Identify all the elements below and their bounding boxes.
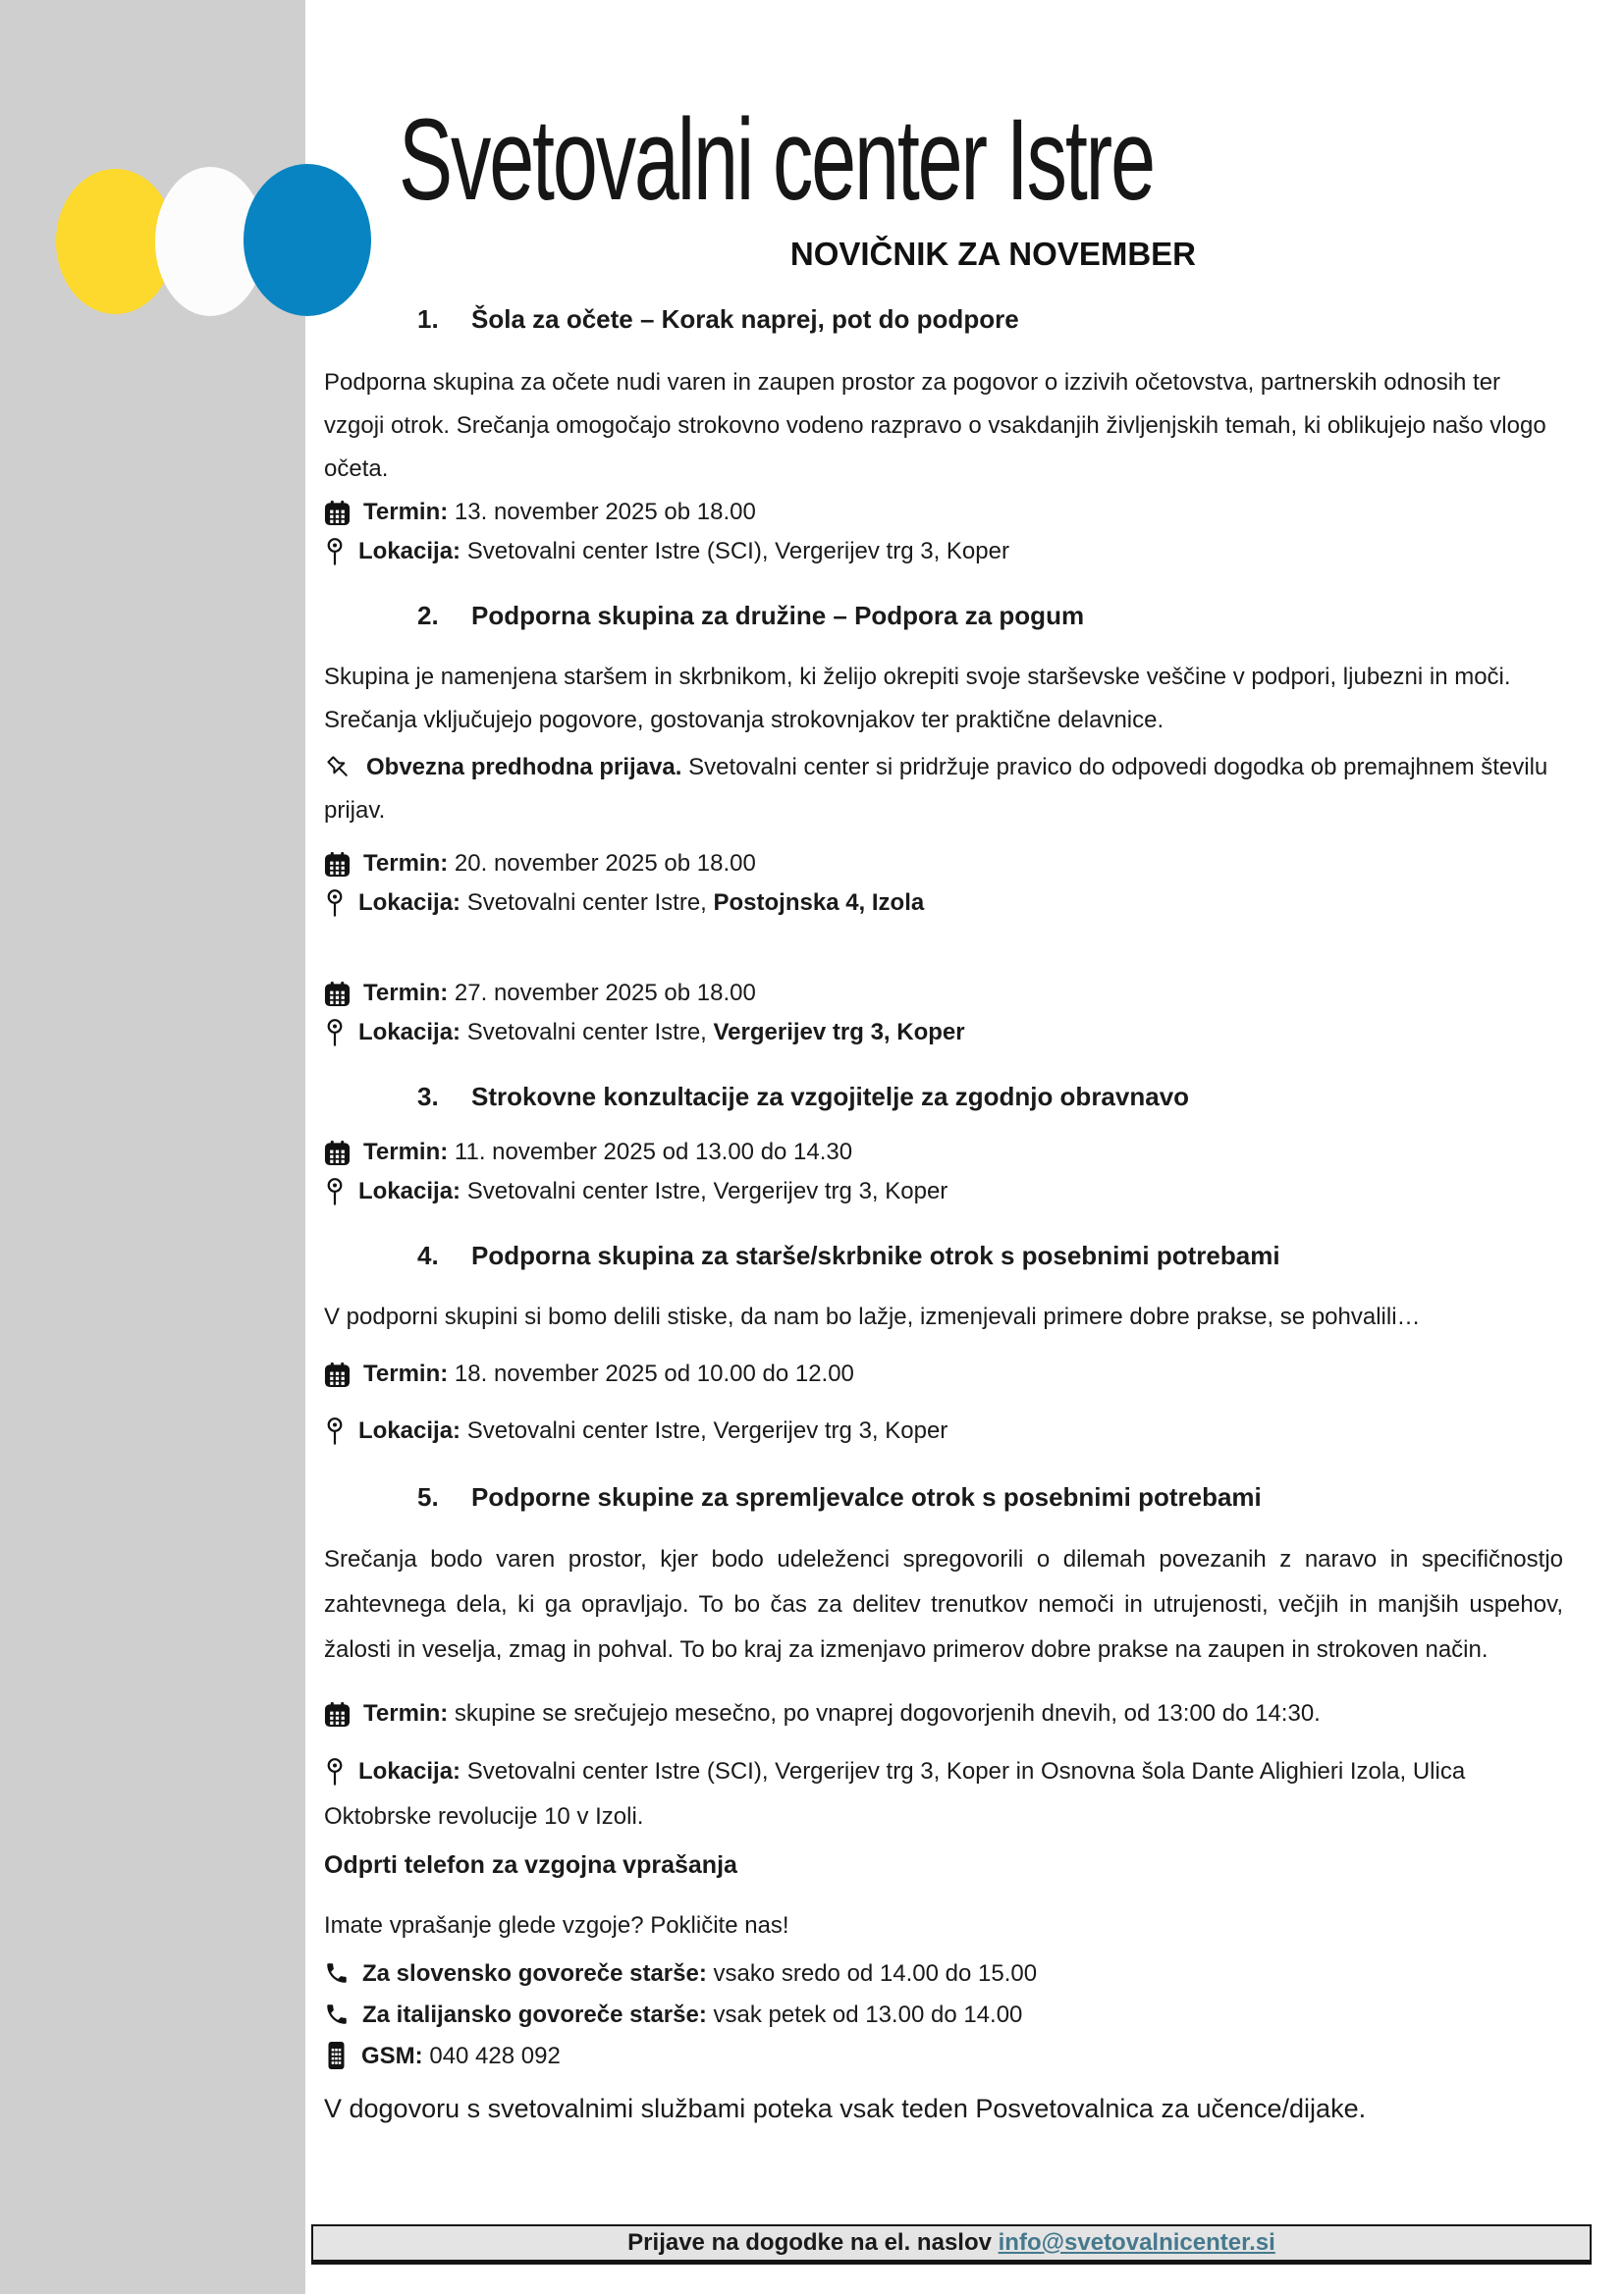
calendar-icon: [324, 1140, 351, 1166]
calendar-icon: [324, 851, 351, 878]
section-3-heading: [324, 1080, 1563, 1113]
lokacija-line: [324, 532, 1563, 571]
section-2-number: 2.: [417, 601, 439, 630]
registration-footer: [311, 2224, 1592, 2265]
phone-icon: [324, 2002, 350, 2027]
section-5-title: Podporne skupine za spremljevalce otrok s posebnimi potrebami: [471, 1482, 1262, 1512]
lokacija-value-plain: Svetovalni center Istre,: [466, 1019, 714, 1045]
termin-label: Termin:: [363, 1361, 449, 1387]
calendar-icon: [324, 981, 351, 1007]
mandatory-registration-note: [324, 746, 1563, 832]
lokacija-line: [324, 1013, 1563, 1052]
lokacija-label: Lokacija:: [358, 889, 461, 916]
section-2-heading: [324, 599, 1563, 632]
gsm-value: 040 428 092: [422, 2043, 561, 2069]
mobile-phone-icon: [327, 2041, 346, 2070]
lokacija-line: [324, 1412, 1563, 1451]
phone-icon: [324, 1960, 350, 1986]
termin-value: skupine se srečujejo mesečno, po vnaprej dogovorjenih dnevih, od 13:00 do 14:30.: [454, 1700, 1321, 1727]
location-pin-icon: [324, 1757, 346, 1787]
left-gray-band: [0, 0, 305, 2294]
termin-label: Termin:: [363, 980, 449, 1006]
termin-line: [324, 1355, 1563, 1394]
lokacija-label: Lokacija:: [358, 1019, 461, 1045]
termin-line: [324, 1133, 1563, 1172]
gsm-label: GSM:: [361, 2043, 423, 2069]
location-pin-icon: [324, 537, 346, 566]
page-title: Svetovalni center Istre: [399, 95, 1154, 225]
section-3-number: 3.: [417, 1082, 439, 1111]
termin-value: 11. november 2025 od 13.00 do 14.30: [454, 1139, 853, 1165]
footer-text: Prijave na dogodke na el. naslov: [627, 2229, 992, 2256]
phone-it-value: vsak petek od 13.00 do 14.00: [706, 2002, 1023, 2028]
calendar-icon: [324, 1362, 351, 1388]
termin-line: [324, 1694, 1563, 1734]
termin-label: Termin:: [363, 1700, 449, 1727]
section-2-body: Skupina je namenjena staršem in skrbnikom, ki želijo okrepiti svoje starševske veščine v podpori, ljubezni in moči. Srečanja vključujejo pogovore, gostovanja strokovnjakov ter praktične delavnice.: [324, 664, 1511, 733]
page-subtitle: NOVIČNIK ZA NOVEMBER: [789, 236, 1196, 272]
termin-line: [324, 844, 1563, 883]
email-link[interactable]: info@svetovalnicenter.si: [998, 2229, 1275, 2256]
termin-value: 18. november 2025 od 10.00 do 12.00: [454, 1361, 854, 1387]
section-5-body: Srečanja bodo varen prostor, kjer bodo udeleženci spregovorili o dilemah povezanih z naravo in specifičnostjo zahtevnega dela, ki ga opravljajo. To bo čas za delitev trenutkov nemoči in utrujenosti, večjih in manjših uspehov, žalosti in veselja, zmag in pohval. To bo kraj za izmenjavo primerov dobre prakse na zaupen in strokoven način.: [324, 1546, 1563, 1663]
lokacija-value-bold: Vergerijev trg 3, Koper: [713, 1019, 965, 1045]
phone-sl-value: vsako sredo od 14.00 do 15.00: [706, 1960, 1038, 1987]
lokacija-value: Svetovalni center Istre, Vergerijev trg 3, Koper: [466, 1417, 948, 1444]
header: [399, 95, 1196, 273]
note-rest: Svetovalni center si pridržuje pravico do odpovedi dogodka ob premajhnem številu prijav.: [324, 754, 1548, 824]
phone-sl-label: Za slovensko govoreče starše:: [362, 1960, 707, 1987]
section-1-number: 1.: [417, 304, 439, 334]
lokacija-line: [324, 883, 1563, 923]
lokacija-label: Lokacija:: [358, 1417, 461, 1444]
termin-value: 27. november 2025 ob 18.00: [454, 980, 756, 1006]
content-column: [324, 0, 1563, 2127]
phone-it-label: Za italijansko govoreče starše:: [362, 2002, 707, 2028]
pushpin-icon: [324, 753, 353, 782]
lokacija-line: [324, 1172, 1563, 1211]
section-4-title: Podporna skupina za starše/skrbnike otrok s posebnimi potrebami: [471, 1241, 1280, 1270]
location-pin-icon: [324, 1018, 346, 1047]
termin-label: Termin:: [363, 850, 449, 877]
section-1-body: Podporna skupina za očete nudi varen in zaupen prostor za pogovor o izzivih očetovstva, partnerskih odnosih ter vzgoji otrok. Srečanja omogočajo strokovno vodeno razpravo o vsakdanjih življenjskih temah, ki oblikujejo našo vlogo očeta.: [324, 369, 1546, 482]
calendar-icon: [324, 500, 351, 526]
lokacija-value-bold: Postojnska 4, Izola: [713, 889, 925, 916]
section-3-title: Strokovne konzultacije za vzgojitelje za zgodnjo obravnavo: [471, 1082, 1190, 1111]
section-2-title: Podporna skupina za družine – Podpora za pogum: [471, 601, 1085, 630]
open-phone-heading: Odprti telefon za vzgojna vprašanja: [324, 1851, 737, 1879]
termin-line: [324, 974, 1563, 1013]
lokacija-value: Svetovalni center Istre, Vergerijev trg 3, Koper: [466, 1178, 948, 1204]
open-phone-question: Imate vprašanje glede vzgoje? Pokličite nas!: [324, 1912, 789, 1939]
termin-value: 20. november 2025 ob 18.00: [454, 850, 756, 877]
lokacija-value: Svetovalni center Istre (SCI), Vergerijev trg 3, Koper: [466, 538, 1009, 564]
section-1-title: Šola za očete – Korak naprej, pot do podpore: [471, 304, 1019, 334]
lokacija-label: Lokacija:: [358, 538, 461, 564]
lokacija-value-plain: Svetovalni center Istre,: [466, 889, 714, 916]
section-4-heading: [324, 1239, 1563, 1272]
closing-note: V dogovoru s svetovalnimi službami poteka vsak teden Posvetovalnica za učence/dijake.: [324, 2094, 1367, 2123]
location-pin-icon: [324, 1416, 346, 1446]
lokacija-label: Lokacija:: [358, 1758, 461, 1785]
termin-label: Termin:: [363, 499, 449, 525]
section-5-heading: [324, 1480, 1563, 1514]
gsm-line: [324, 2036, 1563, 2077]
phone-line-sl: [324, 1953, 1563, 1995]
location-pin-icon: [324, 1177, 346, 1206]
lokacija-label: Lokacija:: [358, 1178, 461, 1204]
section-4-body: V podporni skupini si bomo delili stiske, da nam bo lažje, izmenjevali primere dobre prakse, se pohvalili…: [324, 1304, 1421, 1330]
lokacija-line: [324, 1749, 1563, 1840]
termin-line: [324, 493, 1563, 532]
termin-label: Termin:: [363, 1139, 449, 1165]
calendar-icon: [324, 1701, 351, 1728]
location-pin-icon: [324, 888, 346, 918]
note-bold: Obvezna predhodna prijava.: [366, 754, 682, 780]
section-4-number: 4.: [417, 1241, 439, 1270]
lokacija-value: Svetovalni center Istre (SCI), Vergerijev trg 3, Koper in Osnovna šola Dante Alighieri Izola, Ulica Oktobrske revolucije 10 v Izoli.: [324, 1758, 1466, 1830]
section-5-number: 5.: [417, 1482, 439, 1512]
phone-line-it: [324, 1995, 1563, 2036]
section-1-heading: [324, 302, 1563, 336]
termin-value: 13. november 2025 ob 18.00: [454, 499, 756, 525]
